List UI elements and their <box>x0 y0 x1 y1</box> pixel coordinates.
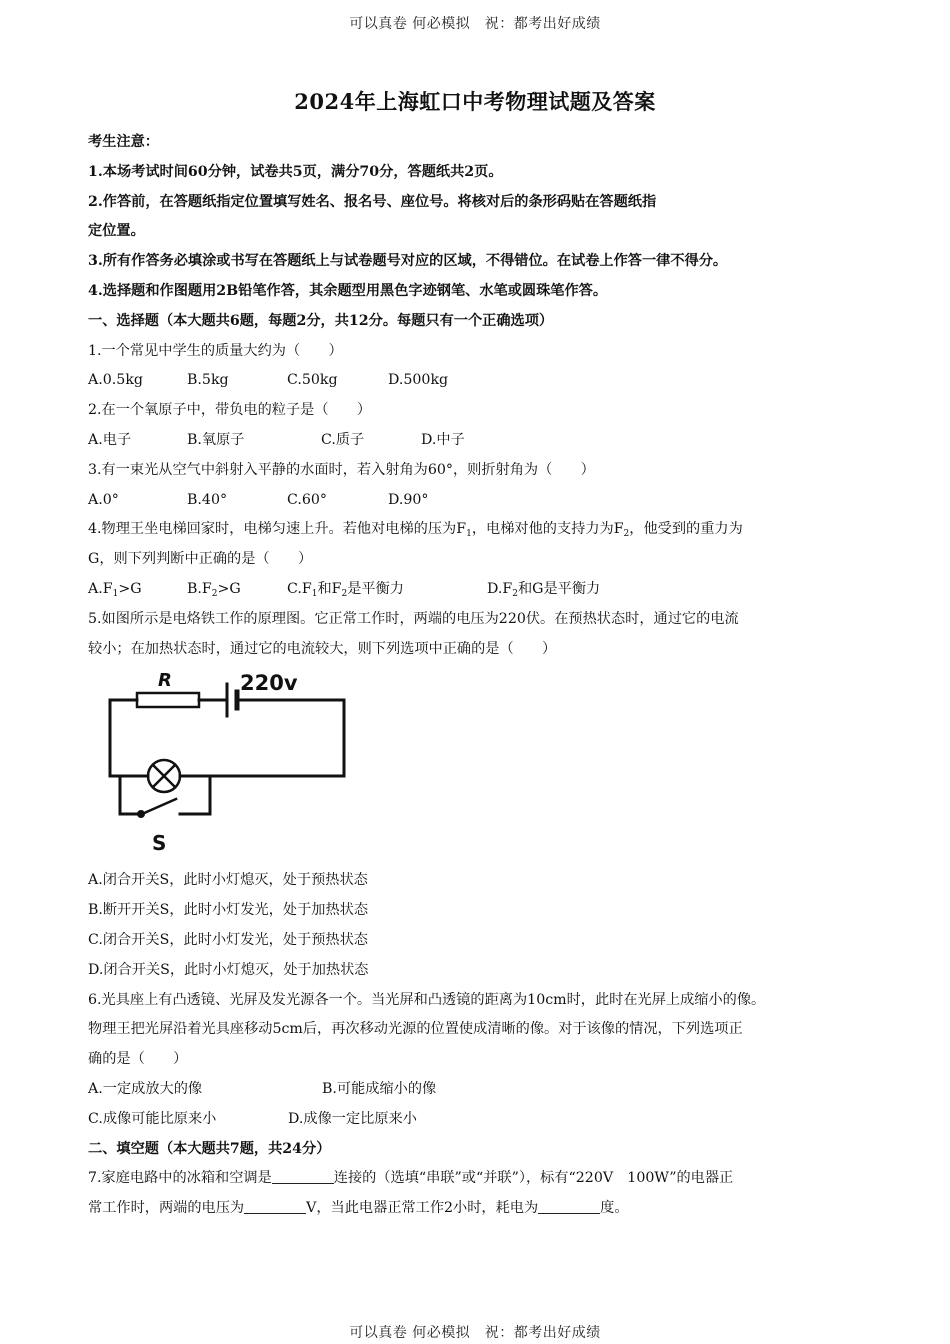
stem-text: 4.物理王坐电梯回家时，电梯匀速上升。若他对电梯的压为F <box>88 521 467 538</box>
option-c: C.成像可能比原来小 <box>88 1110 217 1127</box>
notice-heading: 考生注意： <box>88 134 159 150</box>
resistor-symbol <box>137 693 199 707</box>
question-6-stem-line2: 物理王把光屏沿着光具座移动5cm后，再次移动光源的位置使成清晰的像。对于该像的情况，下列选项正 <box>88 1021 743 1038</box>
option-text: >G <box>118 580 142 597</box>
notice-item: 1.本场考试时间60分钟，试卷共5页，满分70分，答题纸共2页。 <box>88 163 503 180</box>
option-c: C.闭合开关S，此时小灯发光，处于预热状态 <box>88 931 368 948</box>
stem-text: ，电梯对他的支持力为F <box>471 521 624 538</box>
question-4-stem-line2: G，则下列判断中正确的是（ ） <box>88 551 313 568</box>
option-text: 和F <box>317 580 342 597</box>
option-text: 是平衡力 <box>347 580 404 597</box>
answer-blank <box>538 1199 600 1214</box>
voltage-label: 220v <box>240 671 298 696</box>
question-1-options <box>88 366 878 396</box>
question-2-options <box>88 426 878 456</box>
subscript: 1 <box>466 529 472 540</box>
option-d: D.90° <box>388 491 429 508</box>
option-a: A.闭合开关S，此时小灯熄灭，处于预热状态 <box>88 872 368 889</box>
section-heading-fill: 二、填空题（本大题共7题，共24分） <box>88 1140 331 1157</box>
page-header: 可以真卷 何必模拟 祝：都考出好成绩 <box>349 16 601 32</box>
question-4-stem <box>88 515 878 545</box>
option-c: C.质子 <box>321 431 365 448</box>
option-text: B.F <box>187 580 212 597</box>
page-footer: 可以真卷 何必模拟 祝：都考出好成绩 <box>349 1325 601 1341</box>
option-d: D.500kg <box>388 372 449 389</box>
option-b <box>187 575 287 605</box>
stem-text: V，当此电器正常工作2小时，耗电为 <box>306 1200 539 1217</box>
answer-blank <box>272 1169 334 1184</box>
stem-text: 常工作时，两端的电压为 <box>88 1200 245 1217</box>
stem-text: 度。 <box>600 1200 629 1217</box>
notice-item: 3.所有作答务必填涂或书写在答题纸上与试卷题号对应的区域，不得错位。在试卷上作答一律不得分。 <box>88 253 728 270</box>
option-d: D.中子 <box>421 431 465 448</box>
option-a: A.电子 <box>88 431 132 448</box>
section-heading-choice: 一、选择题（本大题共6题，每题2分，共12分。每题只有一个正确选项） <box>88 312 554 329</box>
question-6-options-row2 <box>88 1105 878 1135</box>
stem-text: 连接的（选填“串联”或“并联”），标有“220V 100W”的电器正 <box>333 1170 734 1187</box>
stem-text: ，他受到的重力为 <box>629 521 743 538</box>
subscript: 1 <box>311 588 318 599</box>
option-text: >G <box>217 580 241 597</box>
option-text: C.F <box>287 580 312 597</box>
notice-item: 定位置。 <box>88 223 145 240</box>
switch-label: S <box>152 831 167 856</box>
question-1-stem: 1.一个常见中学生的质量大约为（ ） <box>88 342 343 359</box>
answer-blank <box>244 1199 306 1214</box>
option-c <box>287 575 487 605</box>
notice-item: 4.选择题和作图题用2B铅笔作答，其余题型用黑色字迹钢笔、水笔或圆珠笔作答。 <box>88 282 608 299</box>
option-b: B.氧原子 <box>187 431 245 448</box>
question-4-options <box>88 575 878 605</box>
notice-item: 2.作答前，在答题纸指定位置填写姓名、报名号、座位号。将核对后的条形码贴在答题纸指 <box>88 193 657 210</box>
option-b: B.40° <box>187 491 228 508</box>
question-2-stem: 2.在一个氧原子中，带负电的粒子是（ ） <box>88 402 372 419</box>
option-a: A.0° <box>88 491 119 508</box>
question-3-options <box>88 486 878 516</box>
option-d: D.成像一定比原来小 <box>288 1110 417 1127</box>
question-6-options-row1 <box>88 1075 878 1105</box>
exam-content <box>88 128 878 1224</box>
option-b: B.5kg <box>187 372 229 389</box>
question-6-stem: 6.光具座上有凸透镜、光屏及发光源各一个。当光屏和凸透镜的距离为10cm时，此时在光屏上成缩小的像。 <box>88 991 766 1008</box>
subscript: 2 <box>341 588 348 599</box>
option-a: A.0.5kg <box>88 372 143 389</box>
question-5-stem: 5.如图所示是电烙铁工作的原理图。它正常工作时，两端的电压为220伏。在预热状态时，通过它的电流 <box>88 610 739 627</box>
subscript: 2 <box>623 529 630 540</box>
option-text: D.F <box>487 580 513 597</box>
circuit-diagram <box>88 666 878 866</box>
question-6-stem-line3: 确的是（ ） <box>88 1051 188 1068</box>
circuit-svg <box>100 666 400 862</box>
question-5-stem-line2: 较小；在加热状态时，通过它的电流较大，则下列选项中正确的是（ ） <box>88 640 557 657</box>
option-c: C.50kg <box>287 372 338 389</box>
subscript: 1 <box>112 588 119 599</box>
option-text: A.F <box>88 580 113 597</box>
resistor-label: R <box>158 670 172 692</box>
switch-contact <box>139 812 144 817</box>
option-b: B.断开开关S，此时小灯发光，处于加热状态 <box>88 902 369 919</box>
option-text: 和G是平衡力 <box>517 580 601 597</box>
option-a <box>88 575 187 605</box>
option-d: D.闭合开关S，此时小灯熄灭，处于加热状态 <box>88 961 369 978</box>
subscript: 2 <box>211 588 218 599</box>
stem-text: 7.家庭电路中的冰箱和空调是 <box>88 1170 272 1187</box>
subscript: 2 <box>512 588 518 599</box>
option-c: C.60° <box>287 491 328 508</box>
option-b: B.可能成缩小的像 <box>322 1080 437 1097</box>
option-d <box>487 575 600 605</box>
page-title: 2024年上海虹口中考物理试题及答案 <box>294 89 656 114</box>
question-7-line1 <box>88 1164 878 1194</box>
question-7-line2 <box>88 1194 878 1224</box>
switch-blade <box>142 799 176 814</box>
question-3-stem: 3.有一束光从空气中斜射入平静的水面时，若入射角为60°，则折射角为（ ） <box>88 461 595 478</box>
option-a: A.一定成放大的像 <box>88 1080 203 1097</box>
